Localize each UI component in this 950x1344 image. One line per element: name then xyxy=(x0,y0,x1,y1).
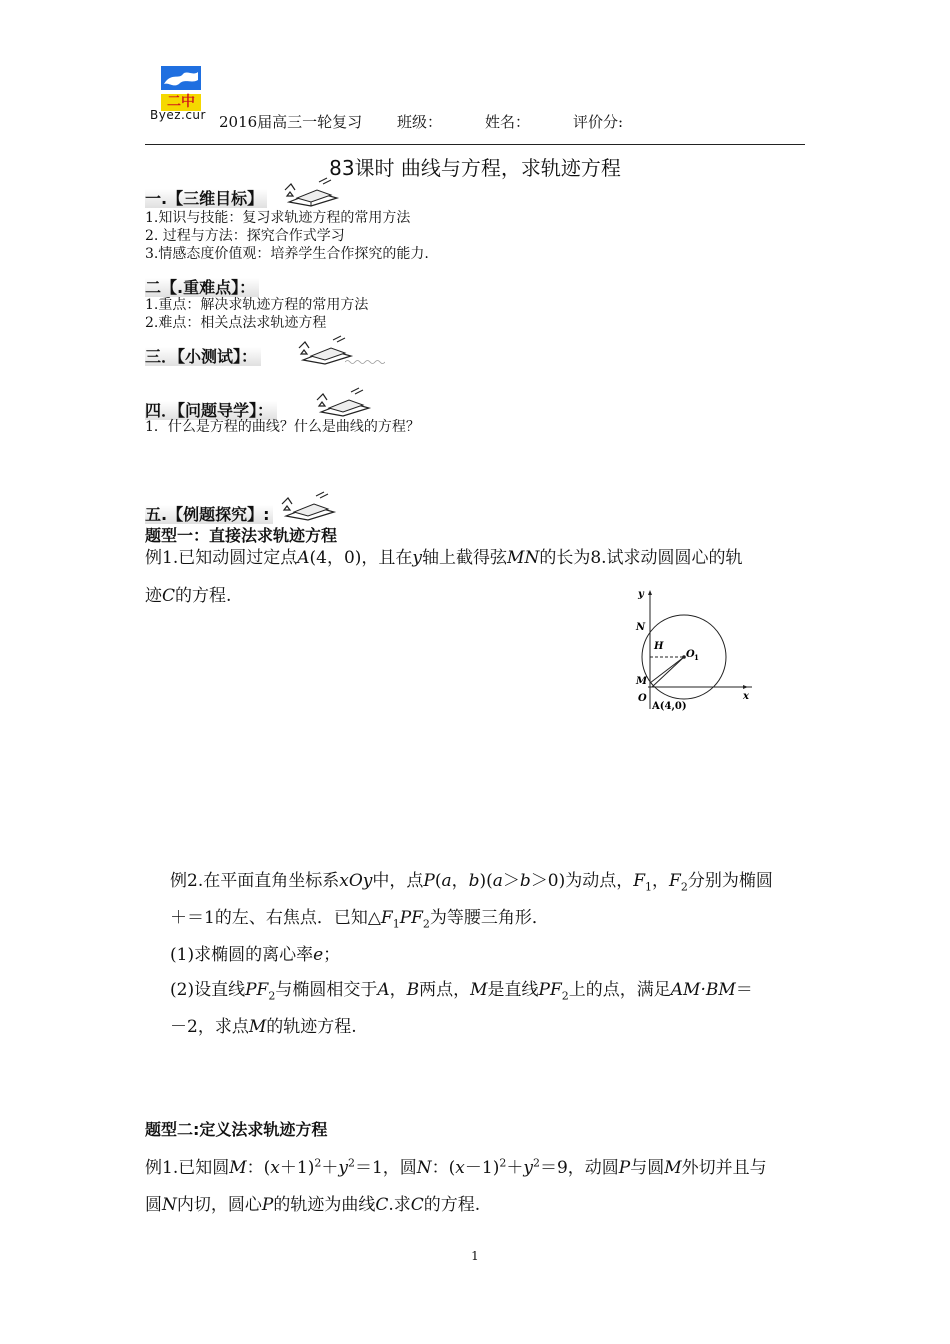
var-a: a xyxy=(441,871,452,891)
book-icon xyxy=(280,490,340,524)
subscript: 1 xyxy=(645,880,653,894)
text: (4，0)，且在 xyxy=(309,548,413,568)
text: 上的点，满足 xyxy=(568,980,671,1000)
subscript: 2 xyxy=(561,989,569,1003)
focus-f1: F xyxy=(380,908,393,928)
type-2-example-1-line-1 xyxy=(145,1153,767,1178)
example-2-line-4 xyxy=(170,975,753,1002)
superscript: 2 xyxy=(347,1156,355,1170)
section-1 xyxy=(145,186,267,209)
text: －1) xyxy=(464,1158,500,1178)
section-4-item-1: 1．什么是方程的曲线？什么是曲线的方程？ xyxy=(145,419,420,435)
point-o1-label: O xyxy=(686,649,695,660)
text: 的轨迹为曲线 xyxy=(273,1195,376,1215)
section-1-item-1: 1.知识与技能：复习求轨迹方程的常用方法 xyxy=(145,210,411,226)
type-1-example-1-line-1 xyxy=(145,543,743,568)
section-5-heading: 五.【例题探究】: xyxy=(145,505,273,524)
text: ， xyxy=(451,871,469,891)
text: ＝1，圆 xyxy=(354,1158,417,1178)
var-a: a xyxy=(492,871,503,891)
name-label: 姓名： xyxy=(485,113,531,131)
class-label: 班级： xyxy=(397,113,443,131)
school-logo-icon xyxy=(161,66,201,90)
point-h-label: H xyxy=(654,641,664,652)
text: 外切并且与 xyxy=(681,1158,767,1178)
y-axis-label: y xyxy=(638,589,644,600)
var-b: b xyxy=(468,871,480,891)
text: 圆 xyxy=(145,1195,162,1215)
var-y: y xyxy=(523,1158,533,1178)
book-icon xyxy=(283,176,343,210)
subscript: 1 xyxy=(392,917,400,931)
example-label: 例 xyxy=(145,548,162,568)
example-label: 例 xyxy=(170,871,187,891)
type-2-example-1-line-2 xyxy=(145,1190,480,1215)
point-o1-subscript: 1 xyxy=(694,653,699,662)
text: 轴上截得弦 xyxy=(422,548,508,568)
text: 的方程. xyxy=(423,1195,481,1215)
type-1-example-1-line-2 xyxy=(145,581,231,606)
superscript: 2 xyxy=(499,1156,507,1170)
line-pf2: PF xyxy=(538,980,562,1000)
curve-c: C xyxy=(375,1195,389,1215)
var-b: b xyxy=(519,871,531,891)
point-n-label: N xyxy=(636,622,646,633)
score-label: 评价分: xyxy=(573,113,624,131)
subscript: 2 xyxy=(680,880,688,894)
text: 两点， xyxy=(419,980,471,1000)
type-1-heading: 题型一：直接法求轨迹方程 xyxy=(145,526,338,545)
var-y: y xyxy=(412,548,423,568)
text: 的方程. xyxy=(175,586,232,606)
page-number: 1 xyxy=(471,1249,479,1263)
point-m-label: M xyxy=(636,676,648,687)
text: )( xyxy=(479,871,493,891)
text: (1)求椭圆的离心率 xyxy=(170,945,314,965)
text: 1.已知动圆过定点 xyxy=(162,548,298,568)
book-icon xyxy=(315,386,375,420)
section-1-heading: 一.【三维目标】 xyxy=(145,189,267,208)
text: 的长为8.试求动圆圆心的轨 xyxy=(539,548,743,568)
point-a: A xyxy=(377,980,390,1000)
section-1-item-3: 3.情感态度价值观：培养学生合作探究的能力. xyxy=(145,246,429,262)
example-2-line-1 xyxy=(170,866,773,893)
line-pf2: PF xyxy=(245,980,269,1000)
section-2 xyxy=(145,275,259,298)
point-m: M xyxy=(248,1017,267,1037)
segment-pf2: PF xyxy=(399,908,423,928)
x-axis-label: x xyxy=(743,691,749,702)
coord-system: xOy xyxy=(339,871,373,891)
text: ， xyxy=(652,871,670,891)
text: ＋1) xyxy=(279,1158,315,1178)
focus-f1: F xyxy=(633,871,646,891)
school-logo xyxy=(161,66,201,108)
circle-m: M xyxy=(664,1158,682,1178)
text: 1.已知圆 xyxy=(162,1158,230,1178)
example-label: 例 xyxy=(145,1158,162,1178)
circle-figure xyxy=(630,585,760,715)
circle-p: P xyxy=(618,1158,631,1178)
text: ：( xyxy=(431,1158,456,1178)
wave-decoration-icon xyxy=(345,358,385,366)
section-2-item-1: 1.重点：解决求轨迹方程的常用方法 xyxy=(145,297,369,313)
chord-mn: MN xyxy=(507,548,540,568)
section-3 xyxy=(145,344,261,367)
page-title: 83课时 曲线与方程，求轨迹方程 xyxy=(329,156,621,180)
course-label: 2016届高三一轮复习 xyxy=(219,113,363,131)
text: 分别为椭圆 xyxy=(687,871,773,891)
vector-product: AM·BM xyxy=(670,980,736,1000)
section-2-heading: 二【.重难点】： xyxy=(145,278,259,297)
subscript: 2 xyxy=(422,917,430,931)
var-e: e xyxy=(313,945,324,965)
var-y: y xyxy=(338,1158,348,1178)
text: ：( xyxy=(246,1158,271,1178)
example-2-line-5 xyxy=(170,1012,357,1037)
superscript: 2 xyxy=(314,1156,322,1170)
segment-ao1 xyxy=(652,657,684,687)
text: ＋ xyxy=(506,1158,524,1178)
text: ＝9，动圆 xyxy=(539,1158,619,1178)
circle-p: P xyxy=(261,1195,274,1215)
origin-label: O xyxy=(638,693,647,704)
text: ， xyxy=(389,980,407,1000)
point-b: B xyxy=(406,980,420,1000)
var-x: x xyxy=(455,1158,465,1178)
text: 为等腰三角形． xyxy=(429,908,549,928)
text: 的轨迹方程. xyxy=(266,1017,357,1037)
section-1-item-2: 2. 过程与方法：探究合作式学习 xyxy=(145,228,345,244)
section-4 xyxy=(145,398,277,421)
point-a: A xyxy=(297,548,310,568)
text: 迹 xyxy=(145,586,162,606)
section-4-heading: 四．【问题导学】： xyxy=(145,401,277,420)
text: 内切，圆心 xyxy=(176,1195,262,1215)
text: 中，点 xyxy=(372,871,424,891)
header-rule xyxy=(145,144,805,145)
logo-site: Byez.cur xyxy=(150,108,206,122)
text: ＞0)为动点， xyxy=(530,871,634,891)
text: ； xyxy=(323,945,341,965)
superscript: 2 xyxy=(532,1156,540,1170)
text: 是直线 xyxy=(487,980,539,1000)
example-2-line-3 xyxy=(170,940,340,965)
logo-badge: 二中 xyxy=(161,94,201,111)
curve-c: C xyxy=(162,586,176,606)
section-3-heading: 三．【小测试】： xyxy=(145,347,261,366)
type-2-heading: 题型二:定义法求轨迹方程 xyxy=(145,1120,328,1139)
circle-m: M xyxy=(229,1158,247,1178)
circle-n: N xyxy=(162,1195,177,1215)
point-m: M xyxy=(470,980,488,1000)
segment-mo1 xyxy=(650,657,684,683)
text: ( xyxy=(434,871,442,891)
text: 与圆 xyxy=(630,1158,665,1178)
text: ＋＝1的左、右焦点．已知△ xyxy=(170,908,381,928)
focus-f2: F xyxy=(669,871,681,891)
text: 2.在平面直角坐标系 xyxy=(187,871,340,891)
section-5 xyxy=(145,502,273,525)
text: ＋ xyxy=(321,1158,339,1178)
text: .求 xyxy=(388,1195,411,1215)
text: －2，求点 xyxy=(170,1017,249,1037)
var-x: x xyxy=(270,1158,280,1178)
point-p: P xyxy=(423,871,435,891)
curve-c: C xyxy=(410,1195,424,1215)
text: ＞ xyxy=(502,871,520,891)
text: ＝ xyxy=(735,980,753,1000)
example-2-line-2 xyxy=(170,903,549,930)
text: (2)设直线 xyxy=(170,980,246,1000)
circle-n: N xyxy=(416,1158,432,1178)
point-a-label: A(4,0) xyxy=(652,701,687,712)
text: 与椭圆相交于 xyxy=(275,980,378,1000)
subscript: 2 xyxy=(268,989,276,1003)
section-2-item-2: 2.难点：相关点法求轨迹方程 xyxy=(145,315,327,331)
